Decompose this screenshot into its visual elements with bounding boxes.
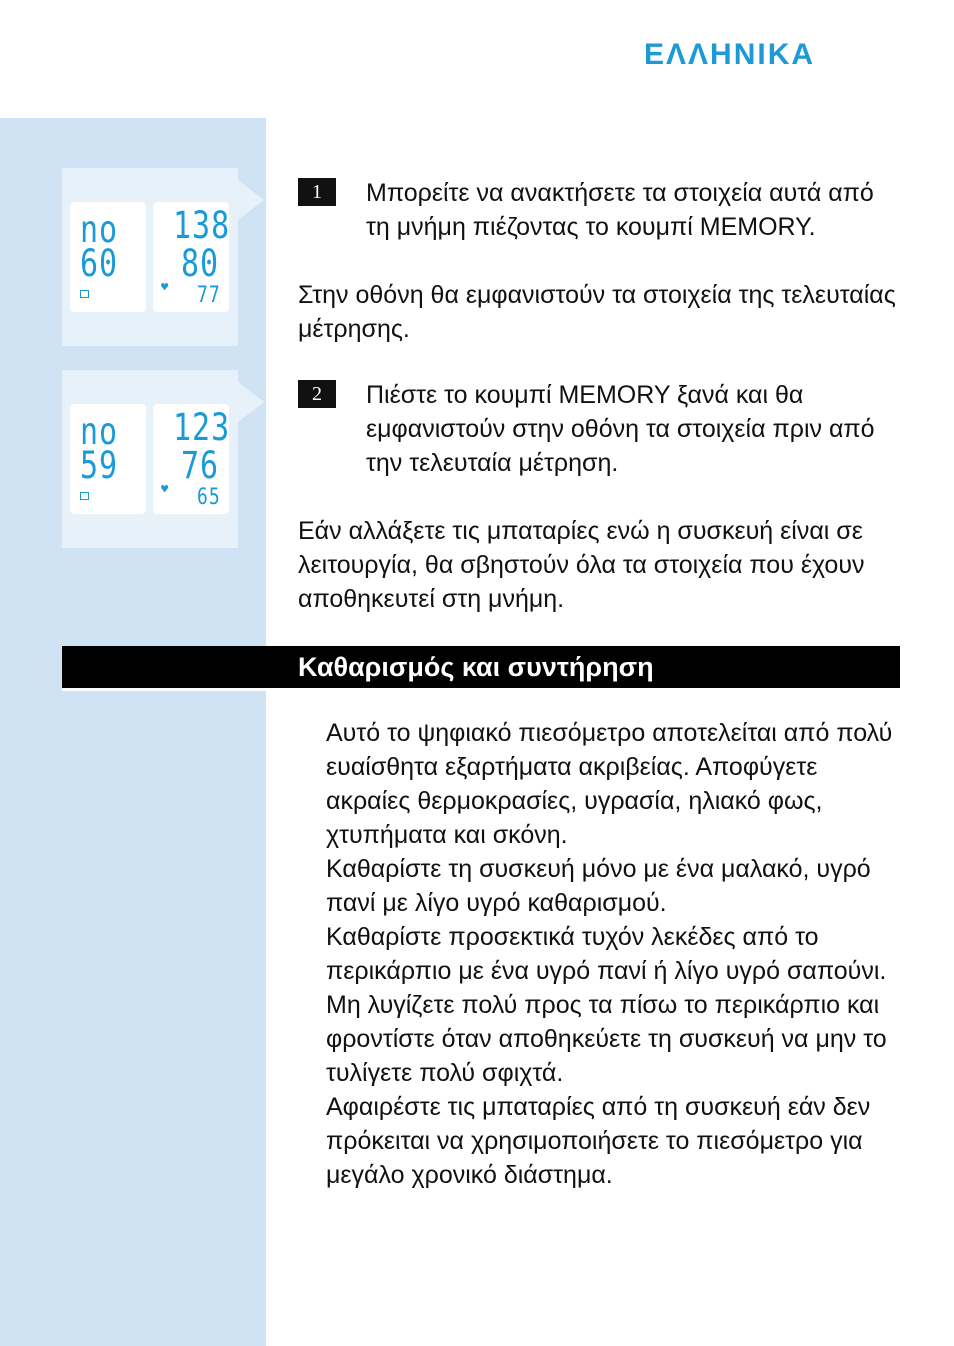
memory-index: 59 xyxy=(80,444,119,488)
memory-icon xyxy=(80,290,89,298)
step-2-text: Πιέστε το κουμπί MEMORY ξανά και θα εμφανιστούν στην οθόνη τα στοιχεία πριν από την τελευταία μέτρηση. xyxy=(366,381,875,477)
diastolic-value: 80 xyxy=(181,242,220,286)
step-1-text: Μπορείτε να ανακτήσετε τα στοιχεία αυτά από τη μνήμη πιέζοντας το κουμπί MEMORY. xyxy=(366,179,874,241)
pulse-value: 77 xyxy=(197,282,221,309)
memory-number-screen xyxy=(70,202,146,312)
memory-label: no xyxy=(80,208,119,252)
memory-icon xyxy=(80,492,89,500)
heart-icon: ♥ xyxy=(161,482,169,496)
step-1-note: Στην οθόνη θα εμφανιστούν τα στοιχεία της τελευταίας μέτρησης. xyxy=(298,281,896,343)
step-number-1: 1 xyxy=(298,178,336,206)
display-illustration-1 xyxy=(62,168,238,346)
heart-icon: ♥ xyxy=(161,280,169,294)
maintenance-text xyxy=(326,716,904,1192)
reading-screen xyxy=(153,202,229,312)
display-illustration-2 xyxy=(62,370,238,548)
section-title: Καθαρισμός και συντήρηση xyxy=(298,652,654,682)
paragraph: Μη λυγίζετε πολύ προς τα πίσω το περικάρπιο και φροντίστε όταν αποθηκεύετε τη συσκευή να μην το τυλίγετε πολύ σφιχτά. xyxy=(326,991,887,1087)
pulse-value: 65 xyxy=(197,484,221,511)
section-header xyxy=(62,646,900,691)
systolic-value: 138 xyxy=(173,204,231,248)
paragraph: Καθαρίστε τη συσκευή μόνο με ένα μαλακό, υγρό πανί με λίγο υγρό καθαρισμού. xyxy=(326,855,871,917)
battery-note: Εάν αλλάξετε τις μπαταρίες ενώ η συσκευή είναι σε λειτουργία, θα σβηστούν όλα τα στοιχεία που έχουν αποθηκευτεί στη μνήμη. xyxy=(298,517,865,613)
systolic-value: 123 xyxy=(173,406,231,450)
language-heading: ΕΛΛΗΝΙΚΑ xyxy=(644,38,816,71)
diastolic-value: 76 xyxy=(181,444,220,488)
paragraph: Καθαρίστε προσεκτικά τυχόν λεκέδες από το περικάρπιο με ένα υγρό πανί ή λίγο υγρό σαπούνι. xyxy=(326,923,887,985)
memory-label: no xyxy=(80,410,119,454)
memory-number-screen xyxy=(70,404,146,514)
reading-screen xyxy=(153,404,229,514)
step-number-2: 2 xyxy=(298,380,336,408)
memory-index: 60 xyxy=(80,242,119,286)
paragraph: Αυτό το ψηφιακό πιεσόμετρο αποτελείται από πολύ ευαίσθητα εξαρτήματα ακριβείας. Αποφύγετε ακραίες θερμοκρασίες, υγρασία, ηλιακό φως, χτυπήματα και σκόνη. xyxy=(326,719,893,849)
paragraph: Αφαιρέστε τις μπαταρίες από τη συσκευή εάν δεν πρόκειται να χρησιμοποιήσετε το πιεσόμετρο για μεγάλο χρονικό διάστημα. xyxy=(326,1093,871,1189)
